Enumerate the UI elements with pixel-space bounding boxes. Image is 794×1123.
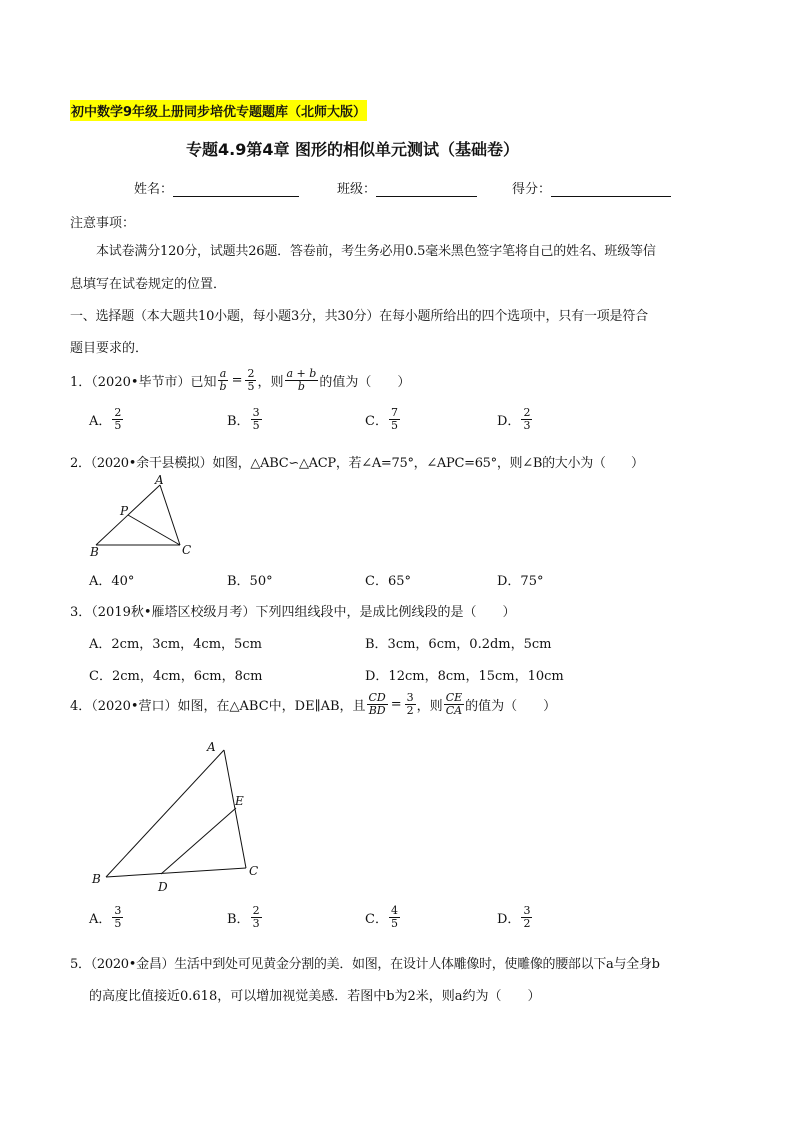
- q4-option-c[interactable]: C． $\frac{4}{5}$: [365, 904, 398, 930]
- score-blank[interactable]: [551, 184, 671, 197]
- q3-option-d[interactable]: D．12cm，8cm，15cm，10cm: [365, 669, 564, 684]
- q2-label-b: B: [90, 545, 99, 559]
- q4-option-b[interactable]: B． $\frac{2}{3}$: [227, 904, 260, 930]
- name-field[interactable]: [134, 178, 299, 197]
- section-1-line-1: 一、选择题（本大题共10小题，每小题3分，共30分）在每小题所给出的四个选项中，只有一项是符合: [70, 309, 648, 324]
- q1-suffix: 的值为（ ）: [319, 375, 411, 390]
- q4-prefix: 4．（2020•营口）如图，在△ABC中，DE∥AB，且: [70, 699, 366, 714]
- q1-mid: ，则: [257, 375, 284, 390]
- q4-label-c: C: [249, 864, 259, 878]
- name-label: 姓名：: [134, 182, 174, 197]
- name-blank[interactable]: [173, 184, 299, 197]
- q4-label-a: A: [207, 740, 216, 754]
- q2-label-p: P: [120, 504, 129, 518]
- q2-option-c[interactable]: C．65°: [365, 574, 411, 589]
- q4-equals: =: [390, 697, 402, 712]
- q1-equals: =: [231, 373, 243, 388]
- q2-label-a: A: [155, 473, 164, 487]
- q4-given-rhs: $\frac{3}{2}$: [406, 691, 414, 717]
- score-label: 得分：: [512, 182, 552, 197]
- q2-label-c: C: [182, 543, 192, 557]
- q3-option-c[interactable]: C．2cm，4cm，6cm，8cm: [89, 669, 263, 684]
- question-4: [70, 692, 556, 717]
- q1-option-a[interactable]: A． $\frac{2}{5}$: [89, 406, 122, 432]
- q3-option-a[interactable]: A．2cm，3cm，4cm，5cm: [89, 637, 262, 652]
- q1-option-d[interactable]: D． $\frac{2}{3}$: [497, 406, 531, 432]
- question-5-line-2: 的高度比值接近0.618，可以增加视觉美感．若图中b为2米，则a约为（ ）: [89, 989, 541, 1004]
- class-label: 班级：: [337, 182, 377, 197]
- q4-label-e: E: [235, 794, 244, 808]
- question-5-line-1: 5．（2020•金昌）生活中到处可见黄金分割的美．如图，在设计人体雕像时，使雕像的腰部以下a与全身b: [70, 957, 660, 972]
- q1-given-lhs: $\frac{a}{b}$: [219, 367, 227, 393]
- q4-triangle-figure: [88, 735, 268, 895]
- question-3: 3．（2019秋•雁塔区校级月考）下列四组线段中，是成比例线段的是（ ）: [70, 605, 516, 620]
- notes-heading: 注意事项：: [70, 216, 136, 231]
- q1-given-rhs: $\frac{2}{5}$: [247, 367, 255, 393]
- notes-line-2: 息填写在试卷规定的位置．: [70, 277, 227, 292]
- class-field[interactable]: [337, 178, 477, 197]
- question-1: [70, 368, 410, 393]
- class-blank[interactable]: [376, 184, 477, 197]
- score-field[interactable]: [512, 178, 671, 197]
- notes-line-1: 本试卷满分120分，试题共26题．答卷前，考生务必用0.5毫米黑色签字笔将自己的姓名、班级等信: [96, 244, 656, 259]
- q4-suffix: 的值为（ ）: [465, 699, 557, 714]
- section-1-line-2: 题目要求的．: [70, 341, 149, 356]
- page-title: 专题4.9第4章 图形的相似单元测试（基础卷）: [186, 140, 520, 159]
- q4-option-d[interactable]: D． $\frac{3}{2}$: [497, 904, 531, 930]
- q4-mid: ，则: [416, 699, 443, 714]
- question-2: 2．（2020•余干县模拟）如图，△ABC∽△ACP，若∠A=75°，∠APC=65°，则∠B的大小为（ ）: [70, 456, 644, 471]
- q1-prefix: 1．（2020•毕节市）已知: [70, 375, 217, 390]
- q2-option-b[interactable]: B．50°: [227, 574, 273, 589]
- q4-ask-fraction: $\frac{CE}{CA}$: [445, 691, 463, 717]
- q4-label-d: D: [158, 880, 168, 894]
- q1-ask-fraction: $\frac{a + b}{b}$: [286, 367, 317, 393]
- q2-option-d[interactable]: D．75°: [497, 574, 544, 589]
- q1-option-b[interactable]: B． $\frac{3}{5}$: [227, 406, 260, 432]
- q4-label-b: B: [92, 872, 101, 886]
- q4-given-lhs: $\frac{CD}{BD}$: [368, 691, 386, 717]
- series-banner: 初中数学9年级上册同步培优专题题库（北师大版）: [70, 100, 367, 121]
- q4-option-a[interactable]: A． $\frac{3}{5}$: [89, 904, 122, 930]
- q3-option-b[interactable]: B．3cm，6cm，0.2dm，5cm: [365, 637, 552, 652]
- q2-option-a[interactable]: A．40°: [89, 574, 135, 589]
- q1-option-c[interactable]: C． $\frac{7}{5}$: [365, 406, 398, 432]
- q2-triangle-figure: [88, 472, 208, 562]
